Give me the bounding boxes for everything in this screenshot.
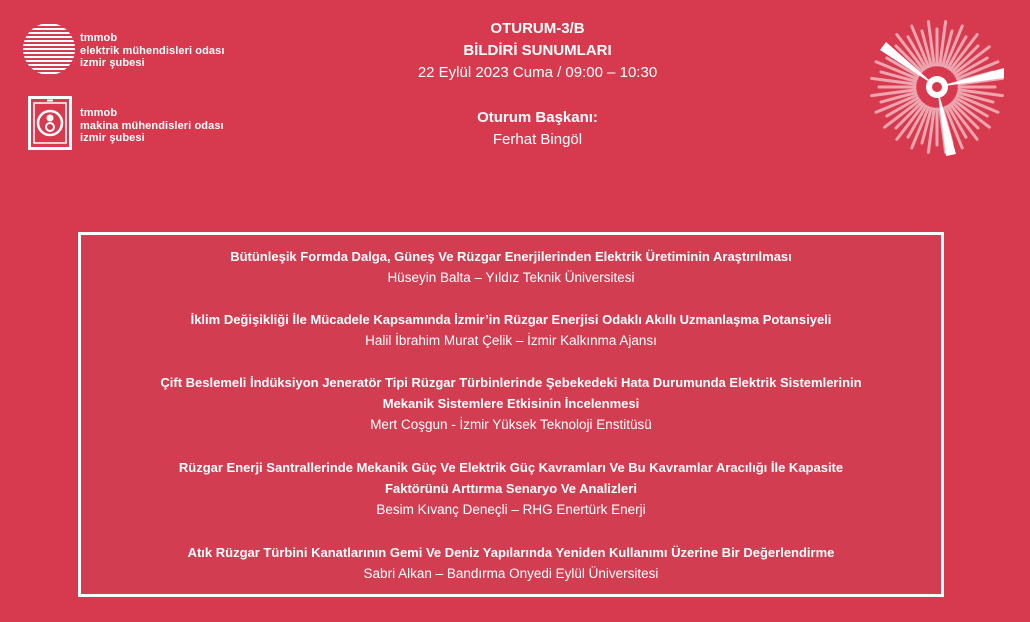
- paper-item: [81, 542, 941, 584]
- paper-title-cont: Faktörünü Arttırma Senaryo Ve Analizleri: [385, 481, 637, 496]
- paper-author: Sabri Alkan – Bandırma Onyedi Eylül Üniversitesi: [363, 566, 659, 581]
- paper-author: Mert Coşgun - İzmir Yüksek Teknoloji Enstitüsü: [370, 417, 652, 432]
- paper-title: Bütünleşik Formda Dalga, Güneş Ve Rüzgar Enerjilerinden Elektrik Üretiminin Araştırılması: [230, 249, 792, 264]
- paper-author: Halil İbrahim Murat Çelik – İzmir Kalkınma Ajansı: [365, 333, 657, 348]
- chair-label: Oturum Başkanı:: [477, 109, 598, 126]
- mmo-logo-line: tmmob: [80, 107, 118, 120]
- chair-name: Ferhat Bingöl: [492, 131, 583, 148]
- paper-title-cont: Mekanik Sistemlere Etkisinin İncelenmesi: [382, 396, 640, 411]
- paper-item: [81, 246, 941, 288]
- wind-turbine-logo: [862, 12, 1012, 162]
- mmo-logo-line: izmir şubesi: [80, 132, 145, 145]
- session-subtitle: BİLDİRİ SUNUMLARI: [463, 42, 612, 59]
- paper-title: Atık Rüzgar Türbini Kanatlarının Gemi Ve Deniz Yapılarında Yeniden Kullanımı Üzerine Bir Değerlendirme: [187, 545, 835, 560]
- emo-logo-line: izmir şubesi: [80, 57, 145, 70]
- paper-item: [81, 309, 941, 351]
- paper-title: Çift Beslemeli İndüksiyon Jeneratör Tipi Rüzgar Türbinlerinde Şebekedeki Hata Durumunda Elektrik Sistemlerinin: [160, 375, 862, 390]
- paper-title: İklim Değişikliği İle Mücadele Kapsamında İzmir’in Rüzgar Enerjisi Odaklı Akıllı Uzmanlaşma Potansiyeli: [190, 312, 832, 327]
- session-title: OTURUM-3/B: [490, 20, 585, 37]
- paper-title: Rüzgar Enerji Santrallerinde Mekanik Güç Ve Elektrik Güç Kavramları Ve Bu Kavramlar Aracılığı İle Kapasite: [178, 460, 844, 475]
- emo-logo-line: tmmob: [80, 32, 118, 45]
- paper-author: Besim Kıvanç Deneçli – RHG Enertürk Enerji: [376, 502, 646, 517]
- emo-logo-line: elektrik mühendisleri odası: [80, 44, 225, 57]
- mmo-logo-line: makina mühendisleri odası: [80, 119, 224, 132]
- papers-box: [78, 232, 944, 597]
- paper-item: [81, 457, 941, 520]
- paper-item: [81, 372, 941, 435]
- paper-author: Hüseyin Balta – Yıldız Teknik Üniversitesi: [387, 270, 635, 285]
- session-datetime: 22 Eylül 2023 Cuma / 09:00 – 10:30: [417, 64, 658, 81]
